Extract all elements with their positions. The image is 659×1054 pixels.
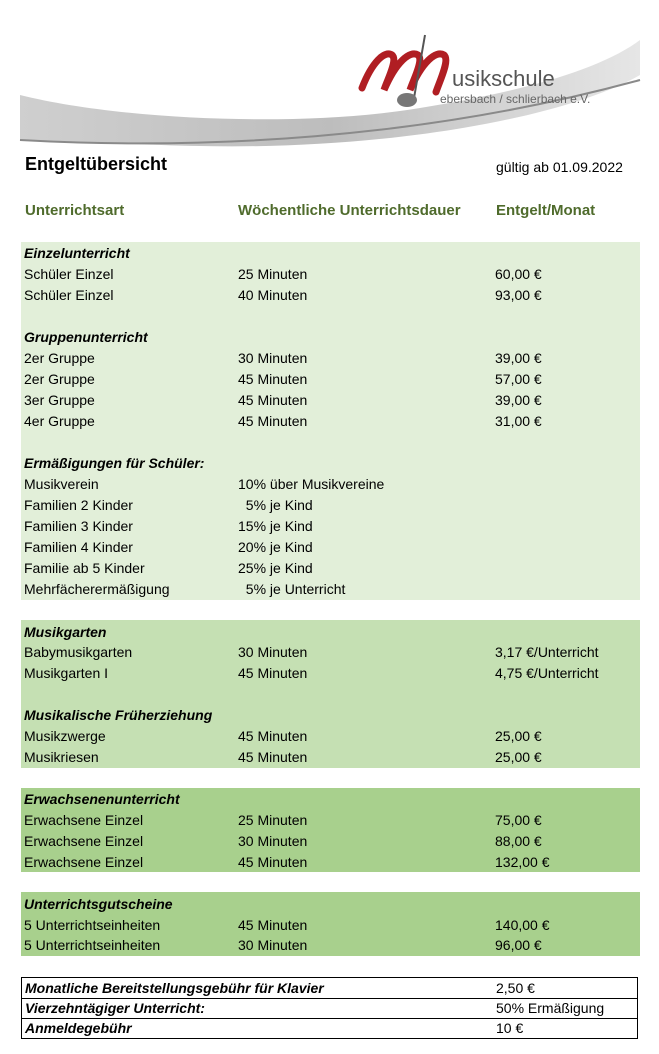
section-title-frueh: Musikalische Früherziehung: [24, 707, 213, 723]
logo-m-mark: [362, 35, 446, 107]
column-header-art: Unterrichtsart: [25, 202, 125, 219]
logo-brand-text: usikschule: [452, 66, 555, 91]
footer-row: Vierzehntägiger Unterricht: 50% Ermäßigung: [25, 1000, 605, 1016]
table-row: Mehrfächerermäßigung 5% je Unterricht: [24, 581, 346, 597]
table-row: 2er Gruppe 30 Minuten 39,00 €: [24, 350, 542, 366]
column-header-entgelt: Entgelt/Monat: [496, 202, 596, 219]
column-header-dauer: Wöchentliche Unterrichtsdauer: [238, 202, 461, 219]
table-row: Familien 4 Kinder 20% je Kind: [24, 539, 313, 555]
table-row: Schüler Einzel 25 Minuten 60,00 €: [24, 266, 542, 282]
section-title-gruppe: Gruppenunterricht: [24, 329, 148, 345]
table-row: Erwachsene Einzel 45 Minuten 132,00 €: [24, 854, 550, 870]
table-row: Musikzwerge 45 Minuten 25,00 €: [24, 728, 542, 744]
table-row: 4er Gruppe 45 Minuten 31,00 €: [24, 413, 542, 429]
logo-sub-text: ebersbach / schlierbach e.V.: [440, 92, 591, 106]
section-title-gutscheine: Unterrichtsgutscheine: [24, 896, 173, 912]
header-logo-banner: [0, 0, 659, 150]
table-row: 2er Gruppe 45 Minuten 57,00 €: [24, 371, 542, 387]
section-title-erwachsen: Erwachsenenunterricht: [24, 791, 180, 807]
table-row: 3er Gruppe 45 Minuten 39,00 €: [24, 392, 542, 408]
table-row: Erwachsene Einzel 25 Minuten 75,00 €: [24, 812, 542, 828]
table-row: Musikverein 10% über Musikvereine: [24, 476, 385, 492]
table-row: 5 Unterrichtseinheiten 45 Minuten 140,00 €: [24, 917, 550, 933]
valid-from: gültig ab 01.09.2022: [496, 159, 623, 175]
table-row: Familie ab 5 Kinder 25% je Kind: [24, 560, 313, 576]
table-row: Familien 2 Kinder 5% je Kind: [24, 497, 313, 513]
table-row: Schüler Einzel 40 Minuten 93,00 €: [24, 287, 542, 303]
table-row: Familien 3 Kinder 15% je Kind: [24, 518, 313, 534]
page-title: Entgeltübersicht: [25, 154, 168, 174]
table-row: 5 Unterrichtseinheiten 30 Minuten 96,00 €: [24, 937, 542, 953]
section-title-ermaessigung: Ermäßigungen für Schüler:: [24, 455, 205, 471]
table-row: Musikriesen 45 Minuten 25,00 €: [24, 749, 542, 765]
section-title-einzel: Einzelunterricht: [24, 245, 130, 261]
table-row: Musikgarten I 45 Minuten 4,75 €/Unterricht: [24, 665, 599, 681]
section-title-musikgarten: Musikgarten: [24, 624, 107, 640]
footer-row: Monatliche Bereitstellungsgebühr für Klavier 2,50 €: [25, 980, 535, 996]
footer-table: [21, 977, 638, 1039]
table-row: Erwachsene Einzel 30 Minuten 88,00 €: [24, 833, 542, 849]
table-row: Babymusikgarten 30 Minuten 3,17 €/Unterricht: [24, 644, 599, 660]
footer-row: Anmeldegebühr 10 €: [25, 1020, 524, 1036]
